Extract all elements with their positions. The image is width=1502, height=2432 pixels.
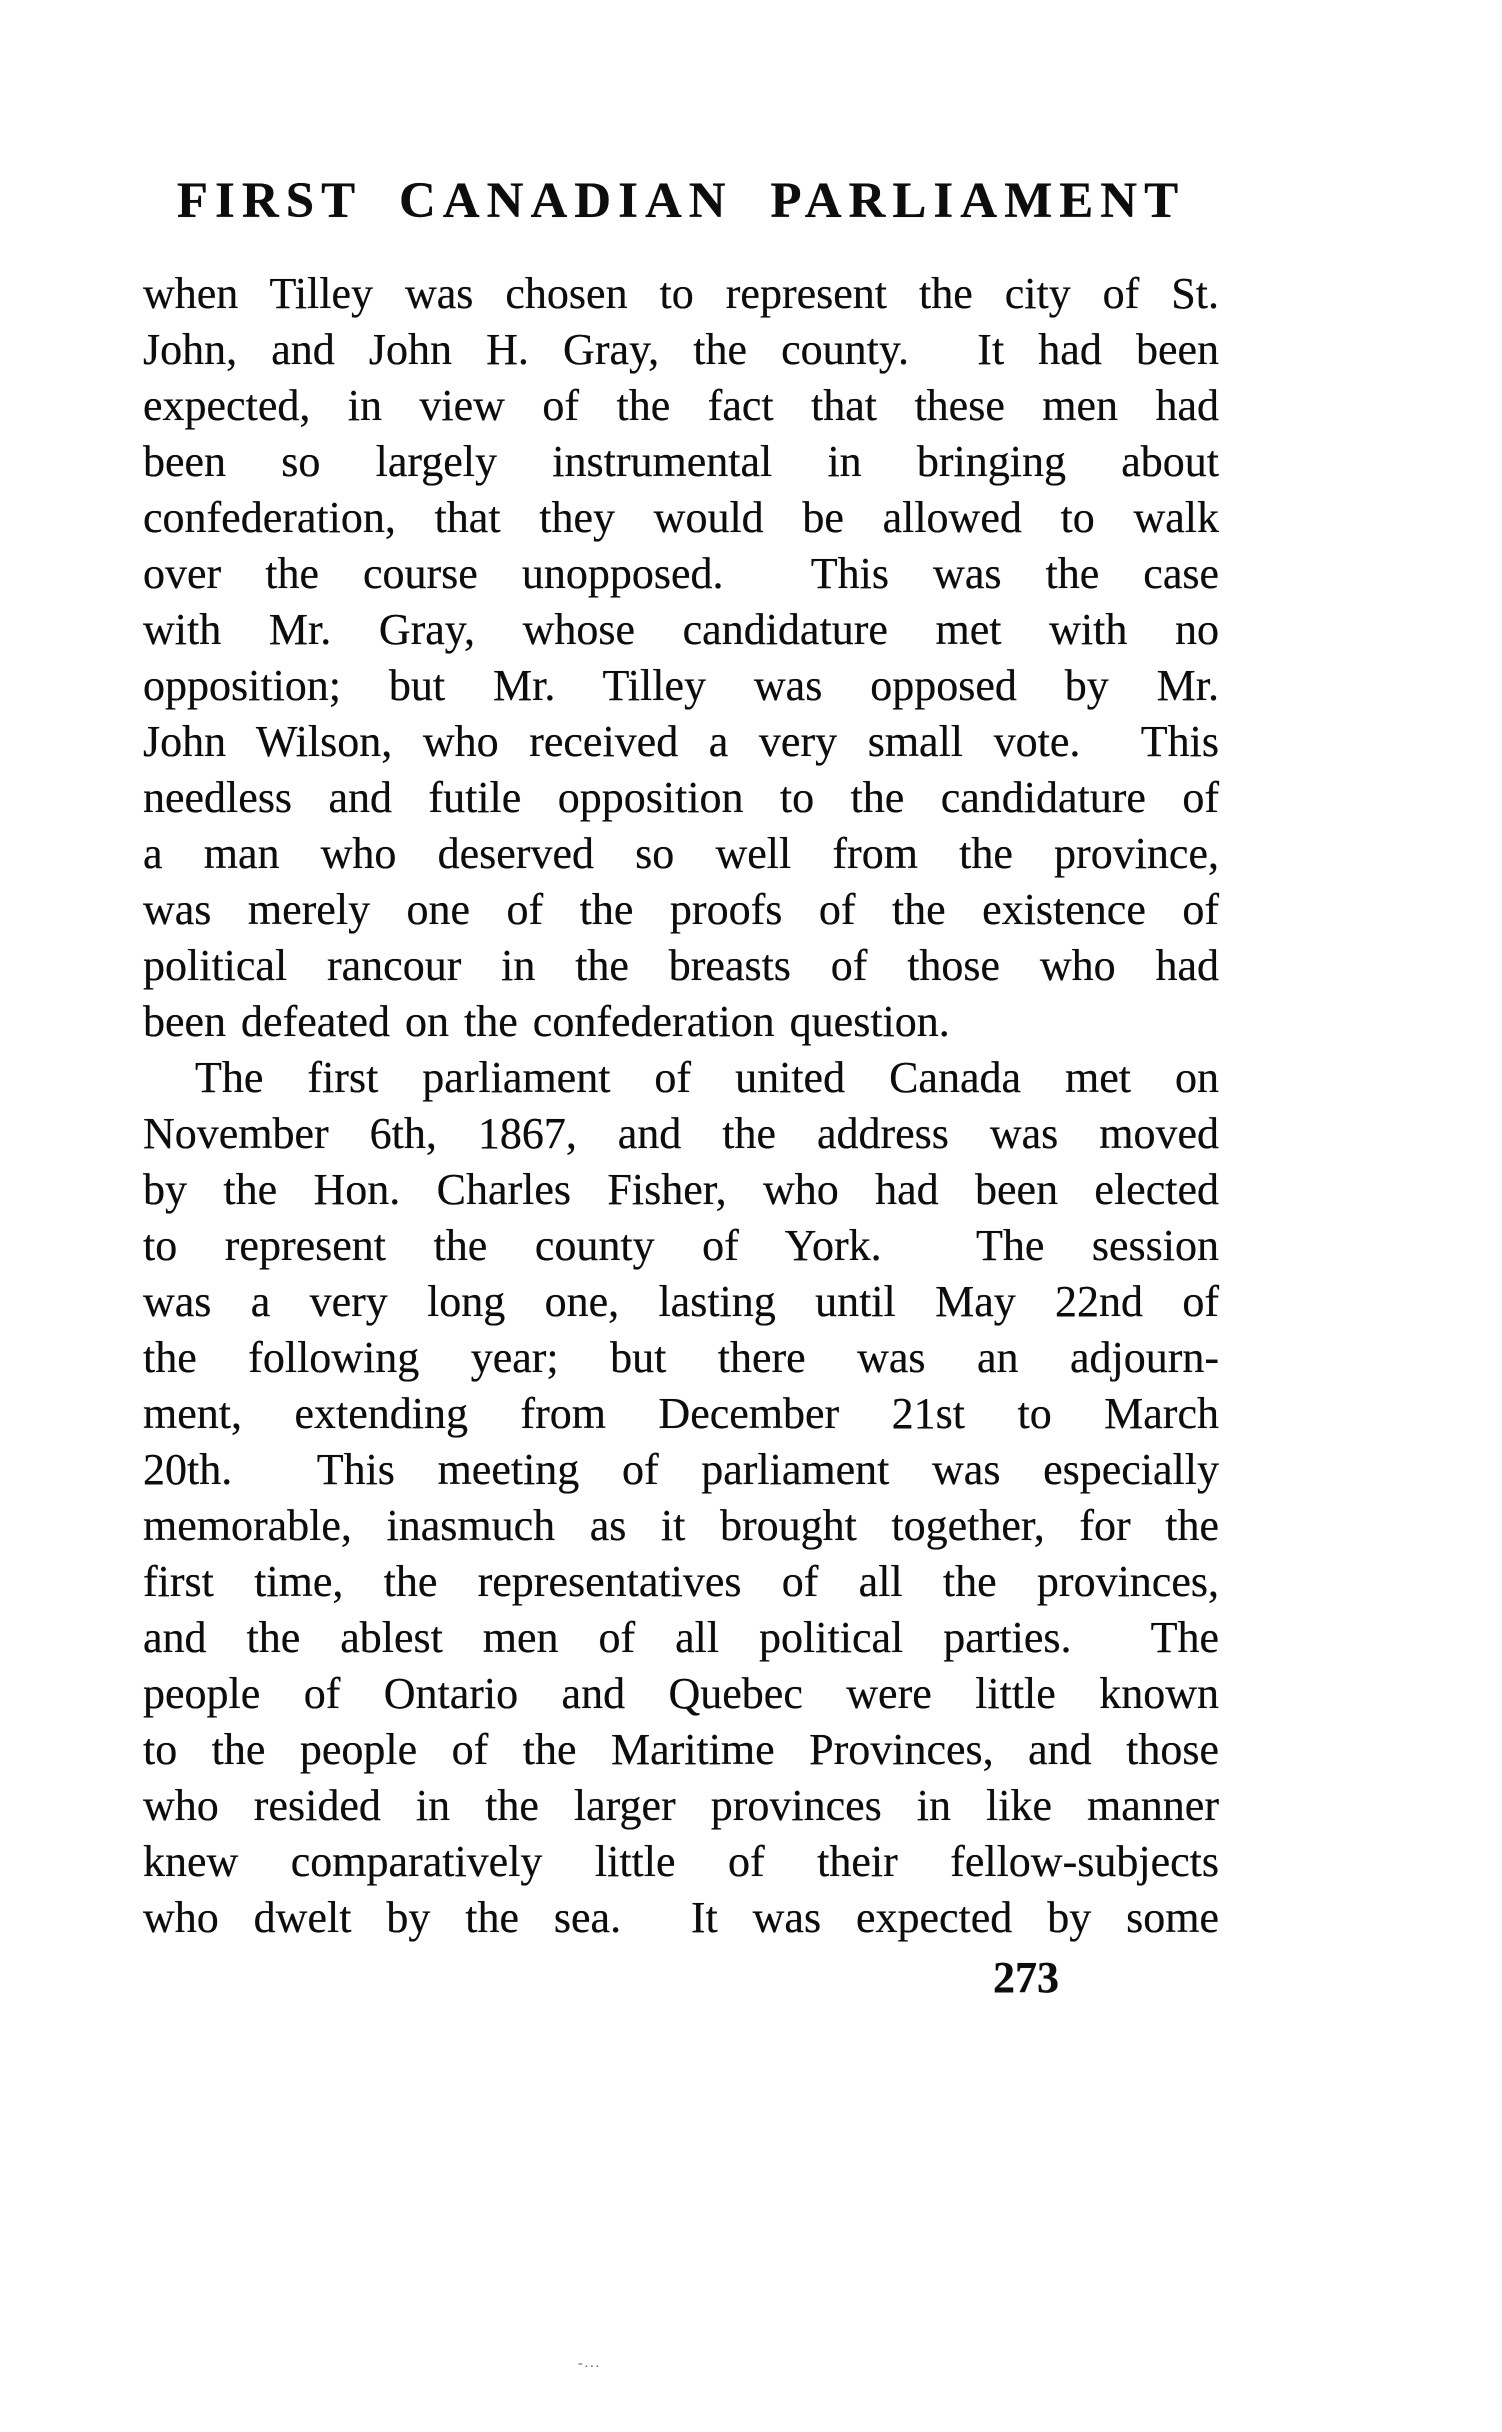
page-number: 273 [993, 1953, 1059, 2002]
text-line: knew comparatively little of their fellow-subjects [143, 1837, 1219, 1886]
text-line: and the ablest men of all political parties. The [143, 1613, 1219, 1662]
text-line: been defeated on the confederation question. [143, 997, 950, 1046]
text-line: was merely one of the proofs of the existence of [143, 885, 1219, 934]
text-line: people of Ontario and Quebec were little known [143, 1669, 1219, 1718]
text-line: opposition; but Mr. Tilley was opposed by Mr. [143, 661, 1219, 710]
text-line: John, and John H. Gray, the county. It had been [143, 325, 1219, 374]
text-line: a man who deserved so well from the province, [143, 829, 1219, 878]
text-line: political rancour in the breasts of those who had [143, 941, 1219, 990]
text-line: expected, in view of the fact that these men had [143, 381, 1219, 430]
text-block [143, 266, 1219, 1946]
text-line: when Tilley was chosen to represent the city of St. [143, 269, 1219, 318]
text-line: 20th. This meeting of parliament was especially [143, 1445, 1219, 1494]
text-line: first time, the representatives of all the provinces, [143, 1557, 1219, 1606]
text-line: needless and futile opposition to the candidature of [143, 773, 1219, 822]
text-line: over the course unopposed. This was the case [143, 549, 1219, 598]
text-line: by the Hon. Charles Fisher, who had been elected [143, 1165, 1219, 1214]
text-line: been so largely instrumental in bringing about [143, 437, 1219, 486]
text-line: November 6th, 1867, and the address was moved [143, 1109, 1219, 1158]
text-line: to represent the county of York. The session [143, 1221, 1219, 1270]
scan-artifact: -... [578, 2356, 602, 2371]
text-line: with Mr. Gray, whose candidature met with no [143, 605, 1219, 654]
text-line: John Wilson, who received a very small vote. This [143, 717, 1219, 766]
paragraph [143, 1050, 1219, 1946]
text-line: confederation, that they would be allowed to walk [143, 493, 1219, 542]
text-line: memorable, inasmuch as it brought together, for the [143, 1501, 1219, 1550]
text-line: who dwelt by the sea. It was expected by some [143, 1893, 1219, 1942]
text-line: was a very long one, lasting until May 22nd of [143, 1277, 1219, 1326]
text-line: the following year; but there was an adjourn- [143, 1333, 1219, 1382]
text-line: ment, extending from December 21st to March [143, 1389, 1219, 1438]
paragraph [143, 266, 1219, 1050]
page-title: FIRST CANADIAN PARLIAMENT [176, 173, 1186, 229]
text-line: The first parliament of united Canada met on [195, 1053, 1219, 1102]
text-line: to the people of the Maritime Provinces, and those [143, 1725, 1219, 1774]
text-line: who resided in the larger provinces in like manner [143, 1781, 1219, 1830]
